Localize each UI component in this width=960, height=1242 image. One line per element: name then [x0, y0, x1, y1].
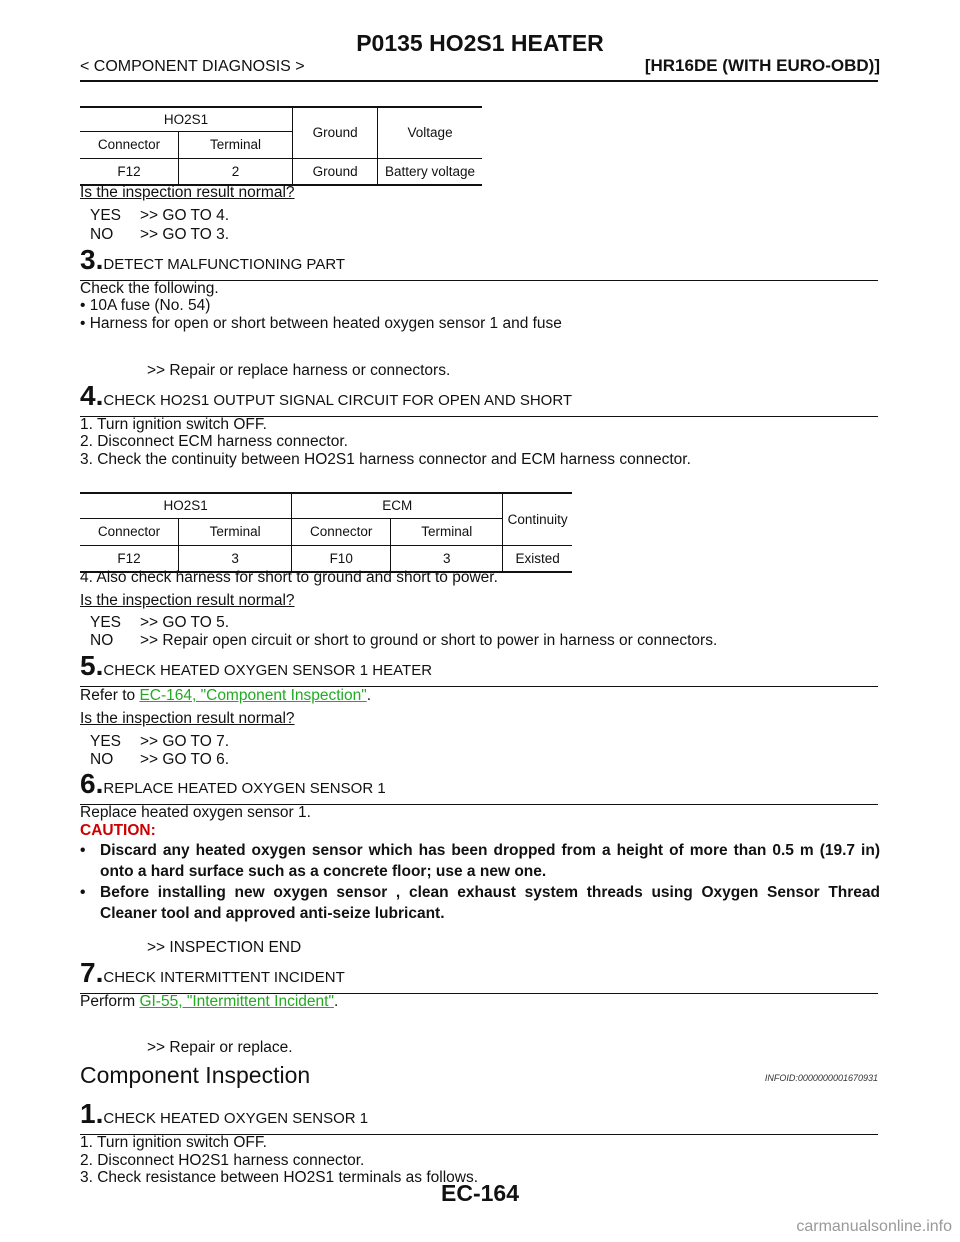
table2-cell-continuity: Existed: [503, 545, 572, 572]
table1-cell-ground: Ground: [293, 158, 378, 185]
table2-col-terminal-1: Terminal: [179, 518, 292, 545]
table2-cell-terminal-1: 3: [179, 545, 292, 572]
step-6-heading: 6.REPLACE HEATED OXYGEN SENSOR 1: [80, 768, 878, 805]
step-7-result: >> Repair or replace.: [147, 1039, 293, 1056]
caution-label: CAUTION:: [80, 822, 156, 839]
table1-col-ground: Ground: [293, 107, 378, 158]
step-7-perform: Perform GI-55, "Intermittent Incident".: [80, 993, 339, 1010]
answer-no: NO >> GO TO 3.: [90, 226, 230, 243]
step-4-line-4: 4. Also check harness for short to ground and short to power.: [80, 569, 498, 586]
table1-cell-voltage: Battery voltage: [378, 158, 482, 185]
step-3-heading: 3.DETECT MALFUNCTIONING PART: [80, 244, 878, 281]
table2-cell-terminal-2: 3: [391, 545, 503, 572]
question-1: Is the inspection result normal?: [80, 184, 295, 201]
table1-cell-terminal: 2: [179, 158, 293, 185]
table2-col-connector-1: Connector: [80, 518, 179, 545]
caution-item-1: • Discard any heated oxygen sensor which has been dropped from a height of more than 0.5 m (19.7 in) onto a hard surface such as a concrete floor; use a new one.: [80, 842, 880, 880]
component-line-3: 3. Check resistance between HO2S1 terminals as follows.: [80, 1169, 479, 1186]
step-3-result: >> Repair or replace harness or connectors.: [147, 362, 451, 379]
header-rule: [80, 80, 878, 82]
engine-label: [HR16DE (WITH EURO-OBD)]: [644, 56, 880, 75]
step-6-line: Replace heated oxygen sensor 1.: [80, 804, 311, 821]
table1-col-connector: Connector: [80, 131, 179, 158]
table2-col-connector-2: Connector: [292, 518, 391, 545]
table2-group-ho2s1: HO2S1: [80, 493, 292, 518]
table1-col-voltage: Voltage: [378, 107, 482, 158]
table2-cell-connector-1: F12: [80, 545, 179, 572]
table2-col-continuity: Continuity: [503, 493, 572, 545]
section-label: < COMPONENT DIAGNOSIS >: [80, 58, 305, 75]
step-4-line-2: 2. Disconnect ECM harness connector.: [80, 433, 348, 450]
table2-group-ecm: ECM: [292, 493, 503, 518]
step-4-heading: 4.CHECK HO2S1 OUTPUT SIGNAL CIRCUIT FOR OPEN AND SHORT: [80, 380, 878, 417]
intermittent-incident-link[interactable]: GI-55, "Intermittent Incident": [139, 993, 334, 1010]
component-inspection-link[interactable]: EC-164, "Component Inspection": [139, 687, 367, 704]
step-5-heading: 5.CHECK HEATED OXYGEN SENSOR 1 HEATER: [80, 650, 878, 687]
table2-cell-connector-2: F10: [292, 545, 391, 572]
step-7-heading: 7.CHECK INTERMITTENT INCIDENT: [80, 957, 878, 994]
caution-item-2: • Before installing new oxygen sensor , clean exhaust system threads using Oxygen Sensor Thread Cleaner tool and approved anti-seize lubricant.: [80, 884, 880, 922]
page-number: EC-164: [441, 1180, 519, 1206]
step-6-result: >> INSPECTION END: [147, 939, 302, 956]
table2-col-terminal-2: Terminal: [391, 518, 503, 545]
answer-no: NO >> Repair open circuit or short to ground or short to power in harness or connectors.: [90, 632, 718, 649]
component-line-1: 1. Turn ignition switch OFF.: [80, 1134, 267, 1151]
step-3-intro: Check the following.: [80, 280, 219, 297]
component-line-2: 2. Disconnect HO2S1 harness connector.: [80, 1152, 365, 1169]
answer-no: NO >> GO TO 6.: [90, 751, 230, 768]
step-3-bullet-1: • 10A fuse (No. 54): [80, 297, 211, 314]
answer-yes: YES >> GO TO 4.: [90, 207, 230, 224]
question-2: Is the inspection result normal?: [80, 592, 295, 609]
step-3-bullet-2: • Harness for open or short between heated oxygen sensor 1 and fuse: [80, 315, 562, 332]
table1-cell-connector: F12: [80, 158, 179, 185]
voltage-table: [80, 106, 482, 186]
step-4-line-3: 3. Check the continuity between HO2S1 harness connector and ECM harness connector.: [80, 451, 691, 468]
page-title: P0135 HO2S1 HEATER: [356, 30, 604, 56]
info-id: INFOID:0000000001670931: [764, 1073, 878, 1083]
question-3: Is the inspection result normal?: [80, 710, 295, 727]
component-step-1-heading: 1.CHECK HEATED OXYGEN SENSOR 1: [80, 1098, 878, 1135]
answer-yes: YES >> GO TO 5.: [90, 614, 230, 631]
watermark: carmanualsonline.info: [796, 1218, 952, 1235]
continuity-table: [80, 492, 572, 573]
table1-col-terminal: Terminal: [179, 131, 293, 158]
step-4-line-1: 1. Turn ignition switch OFF.: [80, 416, 267, 433]
answer-yes: YES >> GO TO 7.: [90, 733, 230, 750]
step-5-refer: Refer to EC-164, "Component Inspection".: [80, 687, 372, 704]
component-inspection-title: Component Inspection: [80, 1062, 311, 1088]
table1-group: HO2S1: [80, 107, 293, 131]
